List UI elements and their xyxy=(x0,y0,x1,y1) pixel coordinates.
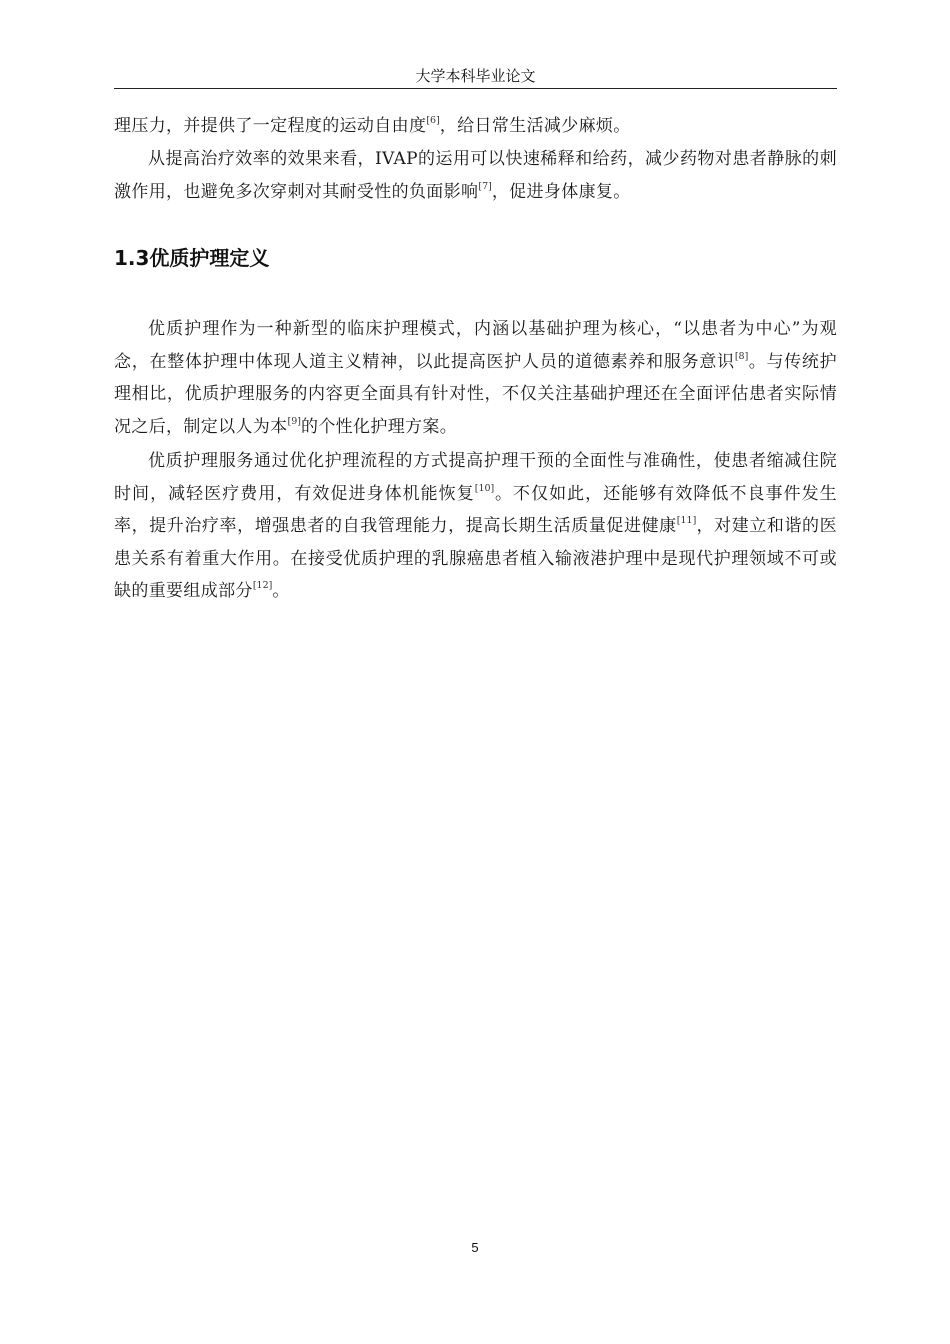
citation-marker: [12] xyxy=(252,580,273,592)
paragraph-text: 的个性化护理方案。 xyxy=(300,416,458,437)
paragraph-continued xyxy=(114,110,837,143)
paragraph-text: 。与传统护理相比，优质护理服务的内容更全面具有针对性，不仅关注基础护理还在全面评估患者实际情况之后，制定以人为本 xyxy=(114,351,838,437)
paragraph-text: 理压力，并提供了一定程度的运动自由度 xyxy=(114,116,427,136)
running-header: 大学本科毕业论文 xyxy=(415,67,536,85)
citation-marker: [8] xyxy=(734,350,749,362)
section-heading: 1.3优质护理定义 xyxy=(114,246,270,270)
page-number: 5 xyxy=(471,1240,479,1255)
paragraph-text: ，促进身体康复。 xyxy=(491,181,631,202)
paragraph-ivap-efficiency xyxy=(114,143,837,208)
paragraph-text: ，给日常生活减少麻烦。 xyxy=(439,116,631,136)
paragraph-text: 。 xyxy=(272,581,290,602)
citation-marker: [7] xyxy=(478,180,492,192)
paragraph-quality-care-definition xyxy=(114,313,837,443)
citation-marker: [9] xyxy=(287,415,301,427)
paragraph-text: 优质护理作为一种新型的临床护理模式，内涵以基础护理为核心，“以患者为中心”为观念，在整体护理中体现人道主义精神，以此提高医护人员的道德素养和服务意识 xyxy=(114,319,837,372)
citation-marker: [10] xyxy=(474,482,495,494)
header-rule xyxy=(114,88,837,89)
citation-marker: [6] xyxy=(426,115,440,126)
paragraph-text: 。不仅如此，还能够有效降低不良事件发生率，提升治疗率，增强患者的自我管理能力，提高长期生活质量促进健康 xyxy=(114,483,838,537)
citation-marker: [11] xyxy=(676,515,697,527)
paragraph-text: ，对建立和谐的医患关系有着重大作用。在接受优质护理的乳腺癌患者植入输液港护理中是现代护理领域不可或缺的重要组成部分 xyxy=(114,516,837,602)
paragraph-quality-care-service xyxy=(114,445,837,608)
paragraph-text: 从提高治疗效率的效果来看，IVAP的运用可以快速稀释和给药，减少药物对患者静脉的刺激作用，也避免多次穿刺对其耐受性的负面影响 xyxy=(114,149,837,202)
paragraph-text: 优质护理服务通过优化护理流程的方式提高护理干预的全面性与准确性，使患者缩减住院时间，减轻医疗费用，有效促进身体机能恢复 xyxy=(114,451,837,504)
